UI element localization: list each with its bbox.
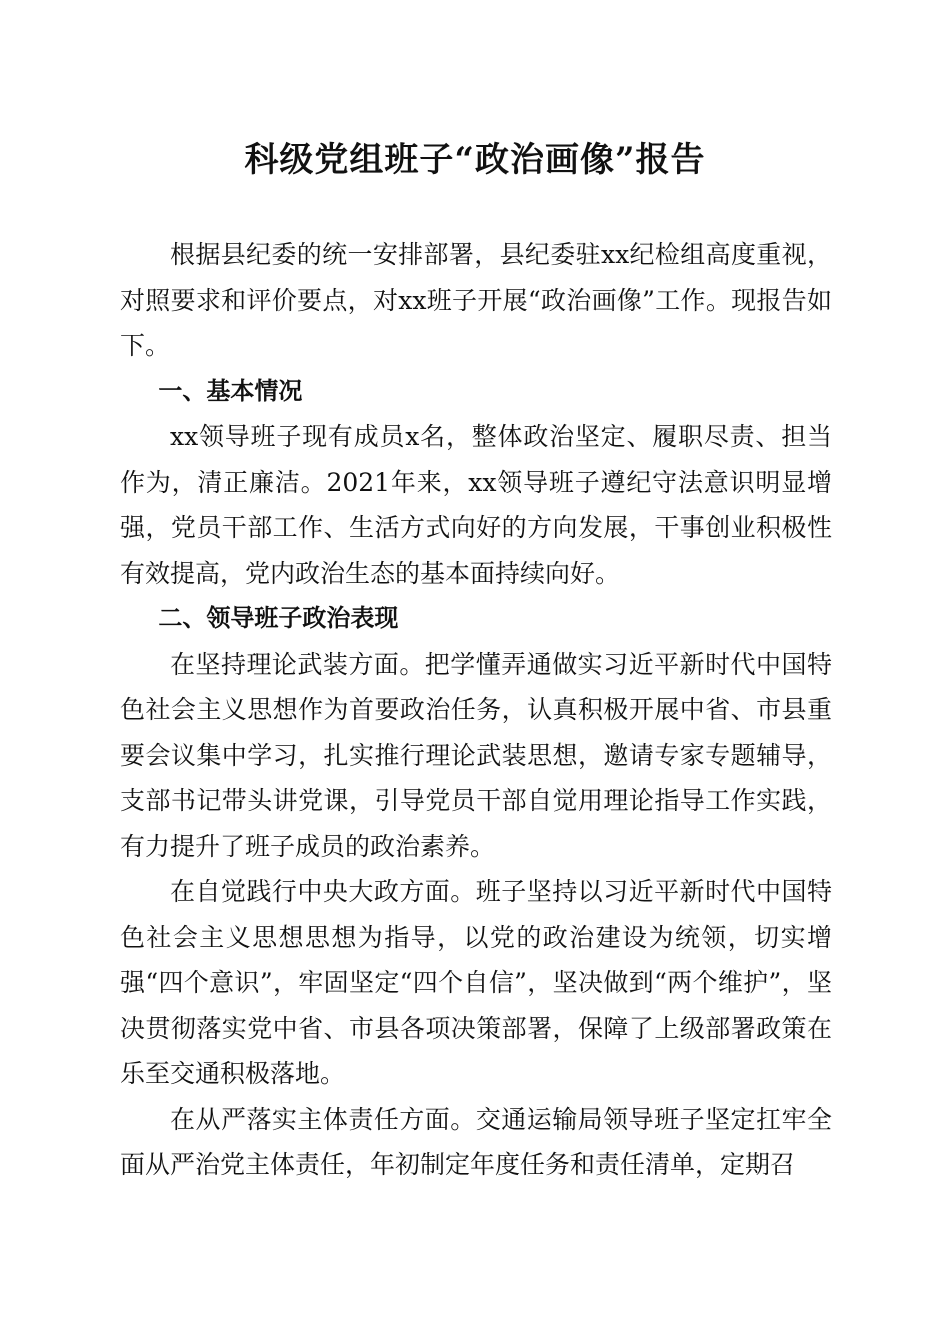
section-heading-basic-situation: 一、基本情况 — [158, 376, 303, 405]
intro-paragraph: 根据县纪委的统一安排部署，县纪委驻xx纪检组高度重视，对照要求和评价要点，对xx班子开展“政治画像”工作。现报告如下。 — [120, 240, 832, 360]
theory-armament-paragraph: 在坚持理论武装方面。把学懂弄通做实习近平新时代中国特色社会主义思想作为首要政治任务，认真积极开展中省、市县重要会议集中学习，扎实推行理论武装思想，邀请专家专题辅导，支部书记带头讲党课，引导党员干部自觉用理论指导工作实践，有力提升了班子成员的政治素养。 — [120, 649, 832, 861]
main-responsibility-paragraph: 在从严落实主体责任方面。交通运输局领导班子坚定扛牢全面从严治党主体责任，年初制定年度任务和责任清单，定期召 — [120, 1104, 832, 1179]
document-body — [120, 232, 832, 1188]
section-heading-political-performance: 二、领导班子政治表现 — [158, 604, 399, 632]
central-policy-paragraph: 在自觉践行中央大政方面。班子坚持以习近平新时代中国特色社会主义思想思想为指导，以党的政治建设为统领，切实增强“四个意识”，牢固坚定“四个自信”，坚决做到“两个维护”，坚决贯彻落实党中省、市县各项决策部署，保障了上级部署政策在乐至交通积极落地。 — [120, 877, 832, 1088]
page-title: 科级党组班子“政治画像”报告 — [244, 140, 706, 180]
basic-situation-paragraph: xx领导班子现有成员x名，整体政治坚定、履职尽责、担当作为，清正廉洁。2021年来，xx领导班子遵纪守法意识明显增强，党员干部工作、生活方式向好的方向发展，干事创业积极性有效提高，党内政治生态的基本面持续向好。 — [120, 422, 832, 588]
